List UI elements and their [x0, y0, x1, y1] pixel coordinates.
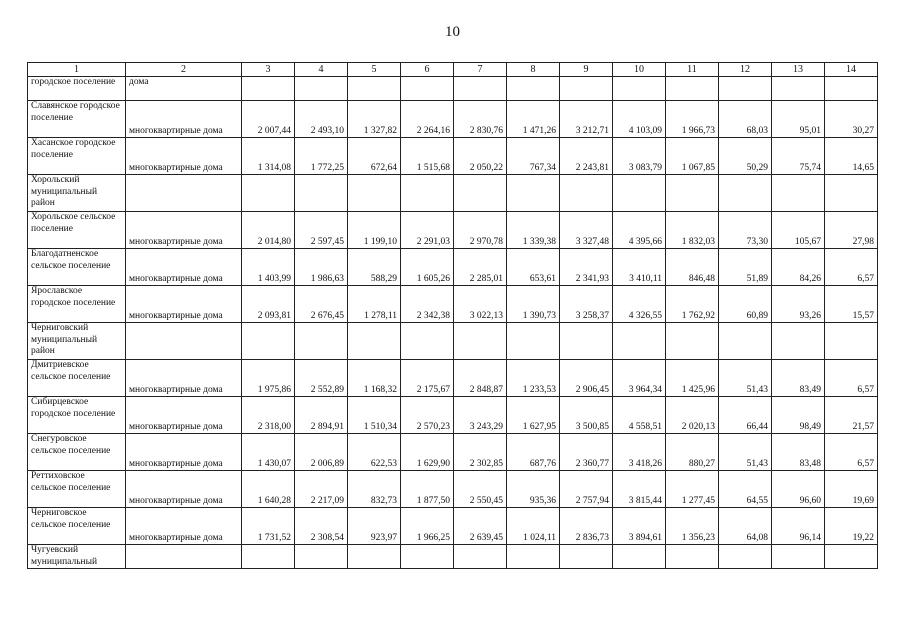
- value-cell: 95,01: [772, 101, 825, 138]
- housing-type: [126, 175, 242, 212]
- value-cell: 2 906,45: [560, 360, 613, 397]
- value-cell: [295, 545, 348, 569]
- value-cell: 1 975,86: [242, 360, 295, 397]
- value-cell: 75,74: [772, 138, 825, 175]
- value-cell: [348, 77, 401, 101]
- column-header: 5: [348, 63, 401, 77]
- value-cell: [560, 175, 613, 212]
- housing-type: многоквартирные дома: [126, 397, 242, 434]
- value-cell: 672,64: [348, 138, 401, 175]
- value-cell: 98,49: [772, 397, 825, 434]
- value-cell: 2 020,13: [666, 397, 719, 434]
- value-cell: 923,97: [348, 508, 401, 545]
- value-cell: 2 006,89: [295, 434, 348, 471]
- value-cell: 2 342,38: [401, 286, 454, 323]
- value-cell: 51,43: [719, 360, 772, 397]
- value-cell: 2 550,45: [454, 471, 507, 508]
- value-cell: 935,36: [507, 471, 560, 508]
- housing-type: многоквартирные дома: [126, 360, 242, 397]
- value-cell: 83,49: [772, 360, 825, 397]
- value-cell: 3 212,71: [560, 101, 613, 138]
- column-header: 2: [126, 63, 242, 77]
- value-cell: 2 639,45: [454, 508, 507, 545]
- value-cell: 1 339,38: [507, 212, 560, 249]
- value-cell: 846,48: [666, 249, 719, 286]
- value-cell: 1 327,82: [348, 101, 401, 138]
- value-cell: 1 024,11: [507, 508, 560, 545]
- value-cell: 2 552,89: [295, 360, 348, 397]
- value-cell: 3 258,37: [560, 286, 613, 323]
- housing-type: дома: [126, 77, 242, 101]
- housing-type: многоквартирные дома: [126, 471, 242, 508]
- value-cell: 3 500,85: [560, 397, 613, 434]
- value-cell: 832,73: [348, 471, 401, 508]
- value-cell: [825, 323, 878, 360]
- municipality-name: городское поселение: [28, 77, 126, 101]
- column-header: 3: [242, 63, 295, 77]
- table-row: [28, 323, 878, 360]
- value-cell: 73,30: [719, 212, 772, 249]
- value-cell: [454, 545, 507, 569]
- value-cell: 3 418,26: [613, 434, 666, 471]
- column-header: 13: [772, 63, 825, 77]
- value-cell: 687,76: [507, 434, 560, 471]
- value-cell: [719, 77, 772, 101]
- table-row: [28, 138, 878, 175]
- value-cell: [719, 323, 772, 360]
- value-cell: 2 570,23: [401, 397, 454, 434]
- value-cell: 1 471,26: [507, 101, 560, 138]
- value-cell: [560, 545, 613, 569]
- column-header: 4: [295, 63, 348, 77]
- value-cell: 2 836,73: [560, 508, 613, 545]
- value-cell: 19,69: [825, 471, 878, 508]
- value-cell: 2 302,85: [454, 434, 507, 471]
- value-cell: 1 515,68: [401, 138, 454, 175]
- value-cell: [295, 175, 348, 212]
- table-row: [28, 434, 878, 471]
- value-cell: 1 731,52: [242, 508, 295, 545]
- value-cell: [242, 175, 295, 212]
- column-header: 12: [719, 63, 772, 77]
- value-cell: 4 558,51: [613, 397, 666, 434]
- value-cell: 1 199,10: [348, 212, 401, 249]
- value-cell: 4 103,09: [613, 101, 666, 138]
- value-cell: 2 757,94: [560, 471, 613, 508]
- value-cell: 2 093,81: [242, 286, 295, 323]
- value-cell: 622,53: [348, 434, 401, 471]
- value-cell: 1 356,23: [666, 508, 719, 545]
- value-cell: 1 629,90: [401, 434, 454, 471]
- column-header: 7: [454, 63, 507, 77]
- housing-type: многоквартирные дома: [126, 101, 242, 138]
- value-cell: 105,67: [772, 212, 825, 249]
- housing-type: многоквартирные дома: [126, 249, 242, 286]
- value-cell: 2 970,78: [454, 212, 507, 249]
- value-cell: [507, 77, 560, 101]
- value-cell: [772, 545, 825, 569]
- table-row: [28, 77, 878, 101]
- table-row: [28, 212, 878, 249]
- column-header: 9: [560, 63, 613, 77]
- value-cell: 1 314,08: [242, 138, 295, 175]
- value-cell: 30,27: [825, 101, 878, 138]
- value-cell: 3 083,79: [613, 138, 666, 175]
- column-header: 8: [507, 63, 560, 77]
- value-cell: [825, 545, 878, 569]
- header-row: [28, 63, 878, 77]
- value-cell: [295, 323, 348, 360]
- value-cell: 2 264,16: [401, 101, 454, 138]
- value-cell: [666, 77, 719, 101]
- value-cell: [772, 323, 825, 360]
- value-cell: [560, 323, 613, 360]
- value-cell: [613, 175, 666, 212]
- value-cell: 2 341,93: [560, 249, 613, 286]
- table-row: [28, 249, 878, 286]
- value-cell: 1 772,25: [295, 138, 348, 175]
- value-cell: 2 285,01: [454, 249, 507, 286]
- value-cell: 4 395,66: [613, 212, 666, 249]
- municipality-name: Реттиховское сельское поселение: [28, 471, 126, 508]
- municipality-name: Снегуровское сельское поселение: [28, 434, 126, 471]
- value-cell: [772, 175, 825, 212]
- value-cell: [242, 77, 295, 101]
- municipality-name: Хорольский муниципальный район: [28, 175, 126, 212]
- housing-type: [126, 323, 242, 360]
- value-cell: [242, 545, 295, 569]
- municipality-name: Чугуевский муниципальный: [28, 545, 126, 569]
- value-cell: 51,43: [719, 434, 772, 471]
- value-cell: 3 327,48: [560, 212, 613, 249]
- value-cell: [401, 77, 454, 101]
- value-cell: 1 390,73: [507, 286, 560, 323]
- housing-type: многоквартирные дома: [126, 212, 242, 249]
- value-cell: 15,57: [825, 286, 878, 323]
- value-cell: 83,48: [772, 434, 825, 471]
- value-cell: 1 966,25: [401, 508, 454, 545]
- value-cell: 84,26: [772, 249, 825, 286]
- value-cell: 3 243,29: [454, 397, 507, 434]
- value-cell: 2 243,81: [560, 138, 613, 175]
- value-cell: [560, 77, 613, 101]
- value-cell: 2 014,80: [242, 212, 295, 249]
- value-cell: 2 318,00: [242, 397, 295, 434]
- municipality-name: Хасанское городское поселение: [28, 138, 126, 175]
- municipality-name: Черниговское сельское поселение: [28, 508, 126, 545]
- value-cell: 2 830,76: [454, 101, 507, 138]
- value-cell: 27,98: [825, 212, 878, 249]
- value-cell: [348, 175, 401, 212]
- value-cell: [507, 545, 560, 569]
- value-cell: 2 848,87: [454, 360, 507, 397]
- value-cell: [825, 77, 878, 101]
- value-cell: 2 493,10: [295, 101, 348, 138]
- table-row: [28, 545, 878, 569]
- municipality-name: Ярославское городское поселение: [28, 286, 126, 323]
- value-cell: [242, 323, 295, 360]
- value-cell: 1 605,26: [401, 249, 454, 286]
- value-cell: 96,60: [772, 471, 825, 508]
- value-cell: [295, 77, 348, 101]
- municipality-name: Сибирцевское городское поселение: [28, 397, 126, 434]
- value-cell: 2 597,45: [295, 212, 348, 249]
- value-cell: 1 278,11: [348, 286, 401, 323]
- value-cell: 2 007,44: [242, 101, 295, 138]
- value-cell: [613, 545, 666, 569]
- value-cell: [719, 545, 772, 569]
- page-number: 10: [445, 24, 460, 40]
- value-cell: 3 022,13: [454, 286, 507, 323]
- value-cell: [666, 175, 719, 212]
- value-cell: 2 050,22: [454, 138, 507, 175]
- value-cell: 1 762,92: [666, 286, 719, 323]
- value-cell: 4 326,55: [613, 286, 666, 323]
- table-row: [28, 471, 878, 508]
- value-cell: 1 832,03: [666, 212, 719, 249]
- value-cell: 64,55: [719, 471, 772, 508]
- value-cell: 3 894,61: [613, 508, 666, 545]
- value-cell: 3 815,44: [613, 471, 666, 508]
- housing-type: многоквартирные дома: [126, 286, 242, 323]
- value-cell: [666, 323, 719, 360]
- value-cell: [507, 323, 560, 360]
- value-cell: [348, 545, 401, 569]
- column-header: 6: [401, 63, 454, 77]
- value-cell: 96,14: [772, 508, 825, 545]
- value-cell: [454, 77, 507, 101]
- value-cell: 2 676,45: [295, 286, 348, 323]
- value-cell: [613, 77, 666, 101]
- value-cell: 51,89: [719, 249, 772, 286]
- municipality-name: Благодатненское сельское поселение: [28, 249, 126, 286]
- value-cell: 3 964,34: [613, 360, 666, 397]
- value-cell: 1 067,85: [666, 138, 719, 175]
- value-cell: 6,57: [825, 360, 878, 397]
- value-cell: [454, 323, 507, 360]
- value-cell: 2 308,54: [295, 508, 348, 545]
- table-row: [28, 175, 878, 212]
- value-cell: 767,34: [507, 138, 560, 175]
- value-cell: 880,27: [666, 434, 719, 471]
- table-row: [28, 508, 878, 545]
- housing-type: [126, 545, 242, 569]
- value-cell: 21,57: [825, 397, 878, 434]
- value-cell: [348, 323, 401, 360]
- value-cell: [772, 77, 825, 101]
- value-cell: [401, 545, 454, 569]
- value-cell: 1 510,34: [348, 397, 401, 434]
- table-row: [28, 101, 878, 138]
- value-cell: [401, 175, 454, 212]
- housing-type: многоквартирные дома: [126, 508, 242, 545]
- municipality-name: Черниговский муниципальный район: [28, 323, 126, 360]
- value-cell: 68,03: [719, 101, 772, 138]
- value-cell: 6,57: [825, 249, 878, 286]
- value-cell: 1 627,95: [507, 397, 560, 434]
- value-cell: [719, 175, 772, 212]
- value-cell: 19,22: [825, 508, 878, 545]
- tariff-table: [27, 62, 878, 569]
- value-cell: 1 430,07: [242, 434, 295, 471]
- value-cell: 14,65: [825, 138, 878, 175]
- value-cell: 588,29: [348, 249, 401, 286]
- municipality-name: Славянское городское поселение: [28, 101, 126, 138]
- value-cell: 2 360,77: [560, 434, 613, 471]
- value-cell: 1 403,99: [242, 249, 295, 286]
- value-cell: 1 425,96: [666, 360, 719, 397]
- value-cell: 1 966,73: [666, 101, 719, 138]
- value-cell: 1 640,28: [242, 471, 295, 508]
- table-row: [28, 360, 878, 397]
- table-row: [28, 286, 878, 323]
- value-cell: [666, 545, 719, 569]
- value-cell: 3 410,11: [613, 249, 666, 286]
- table-row: [28, 397, 878, 434]
- value-cell: 2 291,03: [401, 212, 454, 249]
- value-cell: 1 168,32: [348, 360, 401, 397]
- value-cell: 1 277,45: [666, 471, 719, 508]
- value-cell: 66,44: [719, 397, 772, 434]
- value-cell: [825, 175, 878, 212]
- column-header: 11: [666, 63, 719, 77]
- value-cell: [401, 323, 454, 360]
- column-header: 1: [28, 63, 126, 77]
- value-cell: 1 233,53: [507, 360, 560, 397]
- value-cell: 1 877,50: [401, 471, 454, 508]
- value-cell: [454, 175, 507, 212]
- value-cell: [613, 323, 666, 360]
- column-header: 10: [613, 63, 666, 77]
- value-cell: 2 894,91: [295, 397, 348, 434]
- value-cell: [507, 175, 560, 212]
- value-cell: 2 217,09: [295, 471, 348, 508]
- column-header: 14: [825, 63, 878, 77]
- value-cell: 6,57: [825, 434, 878, 471]
- value-cell: 653,61: [507, 249, 560, 286]
- municipality-name: Дмитриевское сельское поселение: [28, 360, 126, 397]
- value-cell: 2 175,67: [401, 360, 454, 397]
- value-cell: 64,08: [719, 508, 772, 545]
- housing-type: многоквартирные дома: [126, 138, 242, 175]
- municipality-name: Хорольское сельское поселение: [28, 212, 126, 249]
- housing-type: многоквартирные дома: [126, 434, 242, 471]
- value-cell: 1 986,63: [295, 249, 348, 286]
- value-cell: 60,89: [719, 286, 772, 323]
- value-cell: 93,26: [772, 286, 825, 323]
- value-cell: 50,29: [719, 138, 772, 175]
